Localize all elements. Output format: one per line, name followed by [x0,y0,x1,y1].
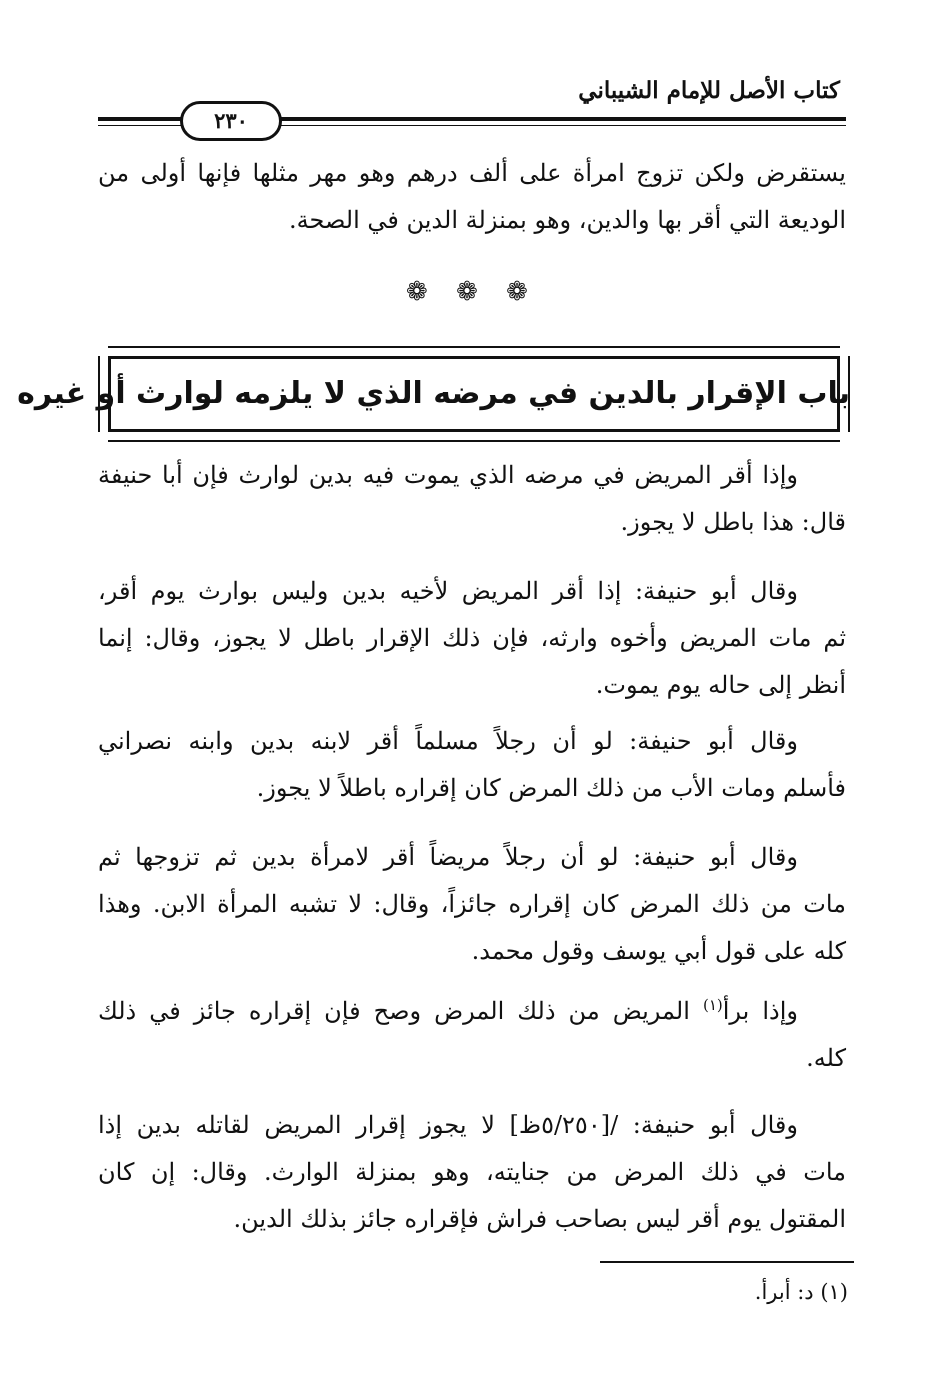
intro-paragraph [98,150,846,244]
text-line: فأسلم ومات الأب من ذلك المرض كان إقراره باطلاً لا يجوز. [256,774,846,802]
paragraph-2 [98,568,846,709]
text-segment: وإذا برأ [722,997,798,1025]
text-line: مات في ذلك المرض من جنايته، وهو بمنزلة الوارث. وقال: إن كان [98,1158,846,1186]
running-title: كتاب الأصل للإمام الشيباني [578,77,840,104]
text-segment: المريض من ذلك المرض وصح فإن إقراره جائز في ذلك [98,997,703,1025]
text-line: قال: هذا باطل لا يجوز. [620,508,846,536]
text-line: أنظر إلى حاله يوم يموت. [595,671,846,699]
paragraph-5 [98,988,846,1082]
text-line: يستقرض ولكن تزوج امرأة على ألف درهم وهو مهر مثلها فإنها أولى من [98,159,846,187]
footnote: (١) د: أبرأ. [754,1280,848,1304]
chapter-title-frame [17,346,850,442]
text-line: المقتول يوم أقر ليس بصاحب فراش فإقراره جائز بذلك الدين. [233,1205,846,1233]
text-line: وقال أبو حنيفة: /[٥/٢٥٠ظ] لا يجوز إقرار المريض لقاتله بدين إذا [98,1111,798,1139]
page-number: ٢٣٠ [180,101,282,141]
frame-corner [840,432,852,444]
text-line: وقال أبو حنيفة: لو أن رجلاً مسلماً أقر لابنه بدين وابنه نصراني [98,727,798,755]
text-line: وقال أبو حنيفة: لو أن رجلاً مريضاً أقر لامرأة بدين ثم تزوجها ثم [98,843,798,871]
chapter-title: باب الإقرار بالدين في مرضه الذي لا يلزمه لوارث أو غيره [17,376,850,411]
section-separator: ❁ ❁ ❁ [406,277,538,307]
text-line: الوديعة التي أقر بها والدين، وهو بمنزلة الدين في الصحة. [288,206,846,234]
text-line: مات من ذلك المرض كان إقراره جائزاً، وقال: لا تشبه المرأة الابن. وهذا [98,890,846,918]
text-line: كله على قول أبي يوسف وقول محمد. [471,937,846,965]
paragraph-4 [98,834,846,975]
frame-corner [96,344,108,356]
text-line: وإذا أقر المريض في مرضه الذي يموت فيه بدين لوارث فإن أبا حنيفة [98,461,798,489]
text-line: ثم مات المريض وأخوه وارثه، فإن ذلك الإقرار باطل لا يجوز، وقال: إنما [98,624,846,652]
text-line: وقال أبو حنيفة: إذا أقر المريض لأخيه بدين وليس بوارث يوم أقر، [98,577,798,605]
footnote-rule [600,1261,854,1263]
frame-corner [96,432,108,444]
paragraph-6 [98,1102,846,1243]
footnote-marker: (١) [702,996,723,1014]
paragraph-1 [98,452,846,546]
text-line [98,988,846,1035]
frame-corner [840,344,852,356]
text-line: كله. [806,1044,846,1072]
paragraph-3 [98,718,846,812]
